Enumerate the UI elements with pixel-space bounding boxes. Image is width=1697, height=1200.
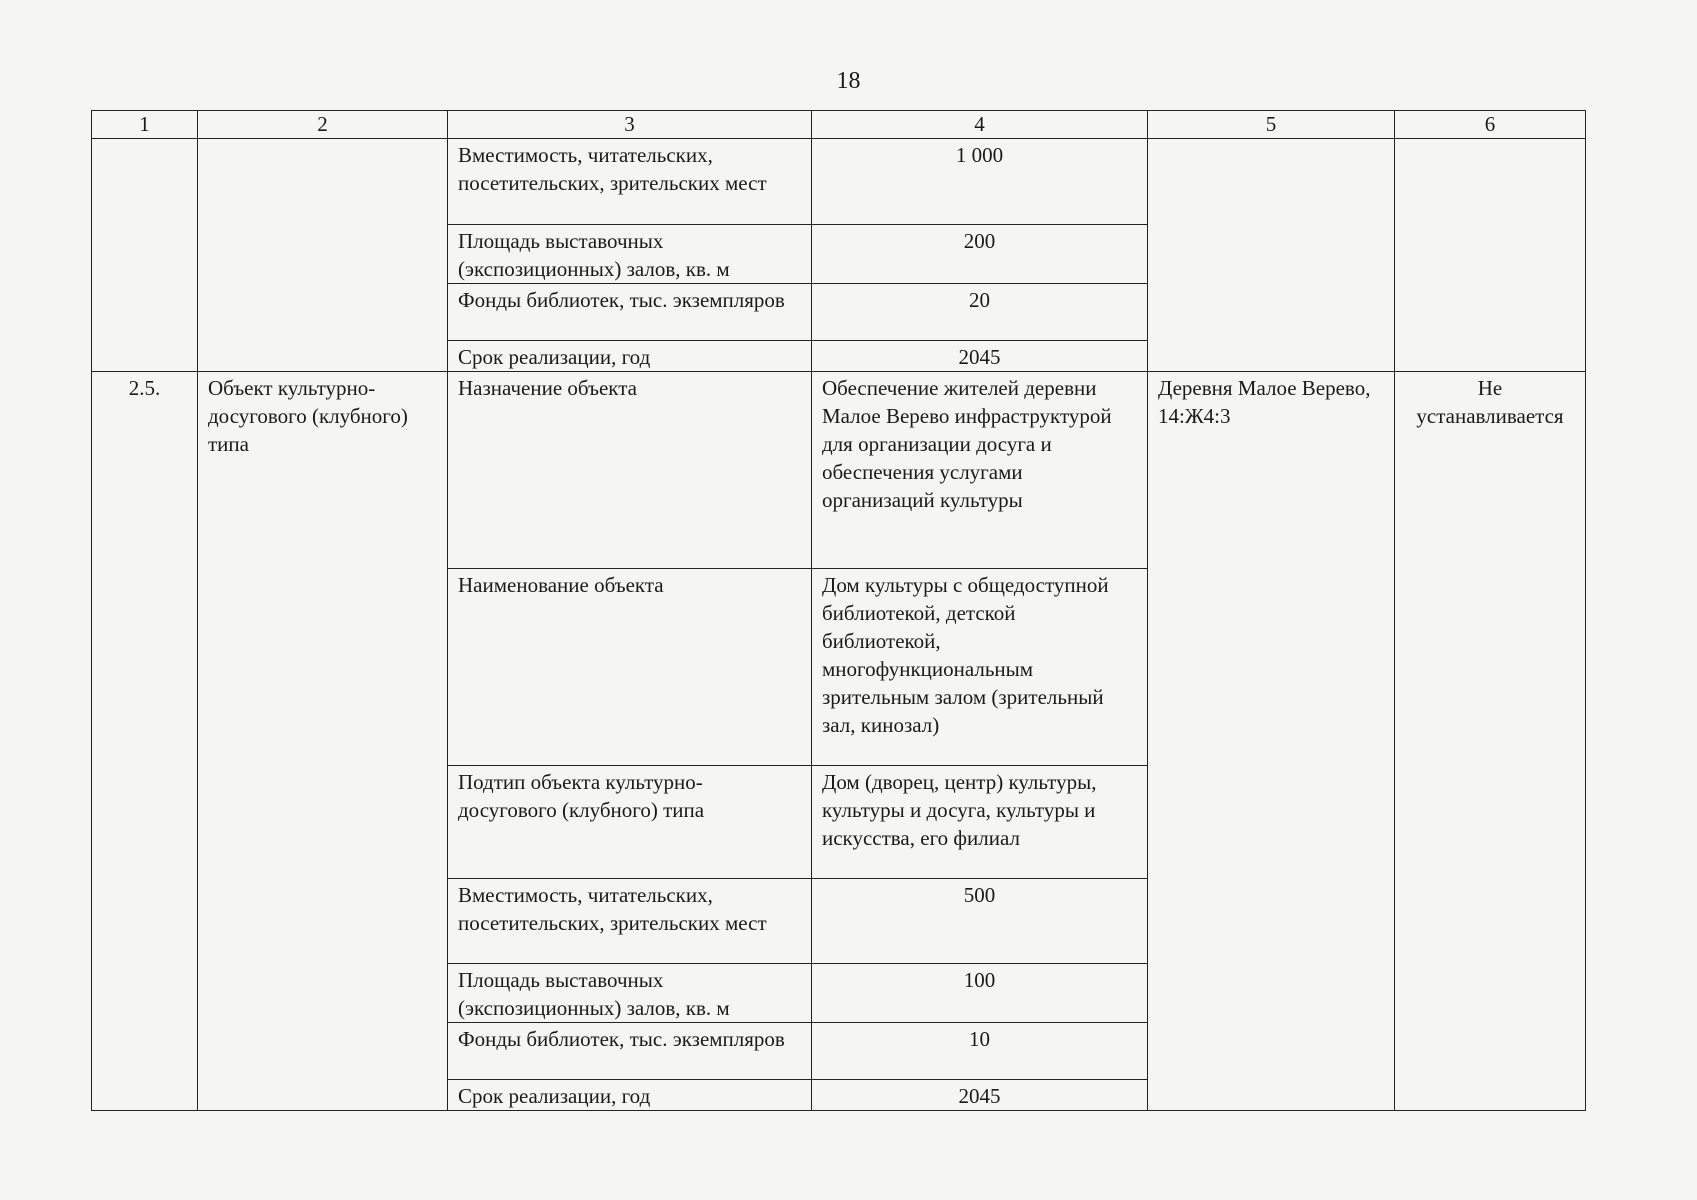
value-cell: Обеспечение жителей деревни Малое Верево инфраструктурой для организации досуга и обеспечения услугами организаций культуры — [812, 372, 1148, 569]
header-cell-3: 3 — [448, 111, 812, 139]
empty-location-cell — [1148, 139, 1395, 372]
item-zone-cell: Не устанавливается — [1395, 372, 1586, 1111]
param-cell: Площадь выставочных (экспозиционных) залов, кв. м — [448, 225, 812, 284]
value-cell: 1 000 — [812, 139, 1148, 225]
param-cell: Срок реализации, год — [448, 341, 812, 372]
header-cell-4: 4 — [812, 111, 1148, 139]
value-cell: 2045 — [812, 341, 1148, 372]
param-cell: Фонды библиотек, тыс. экземпляров — [448, 284, 812, 341]
item-location-cell: Деревня Малое Верево, 14:Ж4:3 — [1148, 372, 1395, 1111]
empty-name-cell — [198, 139, 448, 372]
value-cell: 500 — [812, 879, 1148, 964]
value-cell: 2045 — [812, 1080, 1148, 1111]
objects-table — [91, 110, 1586, 1111]
value-cell: 20 — [812, 284, 1148, 341]
param-cell: Вместимость, читательских, посетительских, зрительских мест — [448, 139, 812, 225]
value-cell: 100 — [812, 964, 1148, 1023]
table-row — [92, 139, 1586, 225]
page-number: 18 — [836, 68, 861, 94]
empty-number-cell — [92, 139, 198, 372]
header-cell-6: 6 — [1395, 111, 1586, 139]
value-cell: 200 — [812, 225, 1148, 284]
table-header-row — [92, 111, 1586, 139]
param-cell: Фонды библиотек, тыс. экземпляров — [448, 1023, 812, 1080]
header-cell-5: 5 — [1148, 111, 1395, 139]
header-cell-2: 2 — [198, 111, 448, 139]
value-cell: 10 — [812, 1023, 1148, 1080]
empty-zone-cell — [1395, 139, 1586, 372]
table-row — [92, 372, 1586, 569]
value-cell: Дом культуры с общедоступной библиотекой, детской библиотекой, многофункциональным зрительным залом (зрительный зал, кинозал) — [812, 569, 1148, 766]
value-cell: Дом (дворец, центр) культуры, культуры и досуга, культуры и искусства, его филиал — [812, 766, 1148, 879]
param-cell: Срок реализации, год — [448, 1080, 812, 1111]
header-cell-1: 1 — [92, 111, 198, 139]
item-number-cell: 2.5. — [92, 372, 198, 1111]
param-cell: Подтип объекта культурно-досугового (клубного) типа — [448, 766, 812, 879]
param-cell: Наименование объекта — [448, 569, 812, 766]
param-cell: Площадь выставочных (экспозиционных) залов, кв. м — [448, 964, 812, 1023]
param-cell: Вместимость, читательских, посетительских, зрительских мест — [448, 879, 812, 964]
item-name-cell: Объект культурно-досугового (клубного) типа — [198, 372, 448, 1111]
param-cell: Назначение объекта — [448, 372, 812, 569]
